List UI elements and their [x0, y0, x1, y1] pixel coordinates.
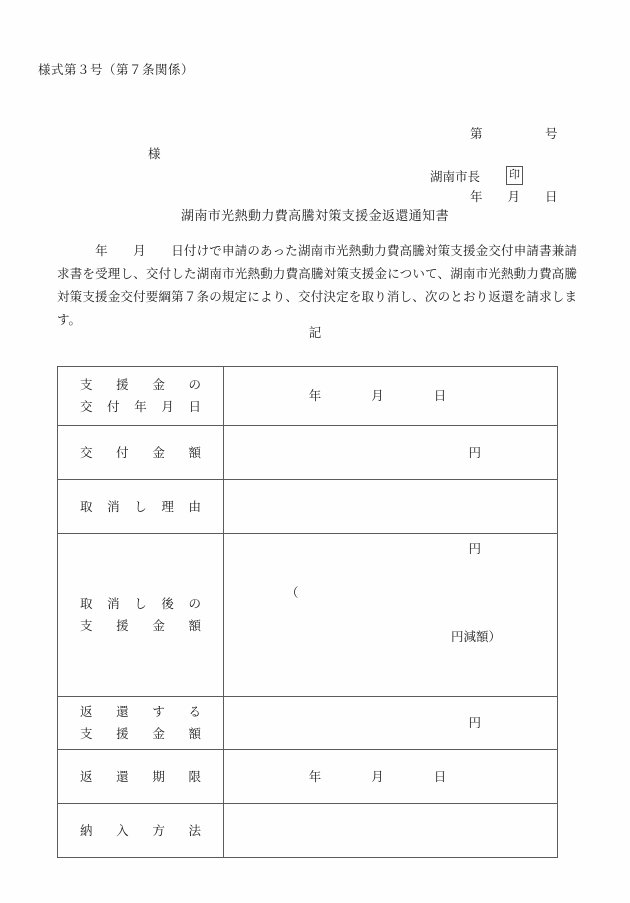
return-details-table	[57, 366, 558, 858]
value-text: 年 月 日	[308, 769, 447, 784]
value-paren: （	[286, 586, 299, 600]
label-line-1: 取消し後の	[80, 597, 201, 611]
label-line-2: 支援金額	[80, 619, 201, 633]
value-text: 年 月 日	[308, 389, 447, 403]
row-value-return-amount	[224, 697, 558, 750]
label-line-2: 支援金額	[80, 727, 201, 741]
ki-marker: 記	[308, 326, 322, 340]
table-row	[58, 426, 558, 480]
value-reduction	[234, 560, 547, 692]
document-number: 第 号	[470, 127, 558, 141]
label-line-1: 納入方法	[80, 823, 201, 838]
row-label-grant-amount	[58, 426, 224, 480]
row-value-payment-method	[224, 804, 558, 858]
row-label-cancel-reason	[58, 480, 224, 534]
table-row	[58, 750, 558, 804]
value-text: 円	[468, 445, 481, 460]
row-value-cancel-reason	[224, 480, 558, 534]
table-row	[58, 804, 558, 858]
addressee-honorific: 様	[148, 147, 161, 161]
label-line-1: 取消し理由	[80, 499, 201, 514]
value-text: 円	[468, 542, 481, 556]
table-row	[58, 697, 558, 750]
value-text: 円	[468, 716, 481, 730]
row-label-return-amount	[58, 697, 224, 750]
issuer-row	[430, 166, 580, 185]
form-number: 様式第３号（第７条関係）	[38, 63, 195, 77]
row-label-payment-method	[58, 804, 224, 858]
row-value-grant-amount	[224, 426, 558, 480]
row-value-support-grant-date	[224, 367, 558, 426]
issuer-name: 湖南市長	[430, 169, 481, 184]
table-row	[58, 367, 558, 426]
row-label-return-deadline	[58, 750, 224, 804]
row-value-return-deadline	[224, 750, 558, 804]
row-value-amount-after-cancel	[224, 534, 558, 697]
value-reduction-text: 円減額）	[450, 630, 501, 644]
label-line-1: 支援金の	[80, 378, 201, 392]
row-label-amount-after-cancel	[58, 534, 224, 697]
row-label-support-grant-date	[58, 367, 224, 426]
label-line-1: 返還期限	[80, 769, 201, 784]
page-title: 湖南市光熱動力費高騰対策支援金返還通知書	[180, 208, 449, 223]
label-line-2: 交付年月日	[80, 400, 201, 414]
label-line-1: 返還する	[80, 705, 201, 719]
label-line-1: 交付金額	[80, 445, 201, 460]
document-date: 年 月 日	[470, 190, 558, 204]
seal-stamp-icon: 印	[506, 166, 523, 185]
table-row	[58, 480, 558, 534]
body-paragraph: 年 月 日付けで申請のあった湖南市光熱動力費高騰対策支援金交付申請書兼請求書を受理し、交付した湖南市光熱動力費高騰対策支援金について、湖南市光熱動力費高騰対策支援金交付要綱第７条の規定により、交付決定を取り消し、次のとおり返還を請求します。	[57, 244, 577, 327]
table-row	[58, 534, 558, 697]
value-text	[234, 820, 547, 842]
value-text	[234, 496, 547, 518]
